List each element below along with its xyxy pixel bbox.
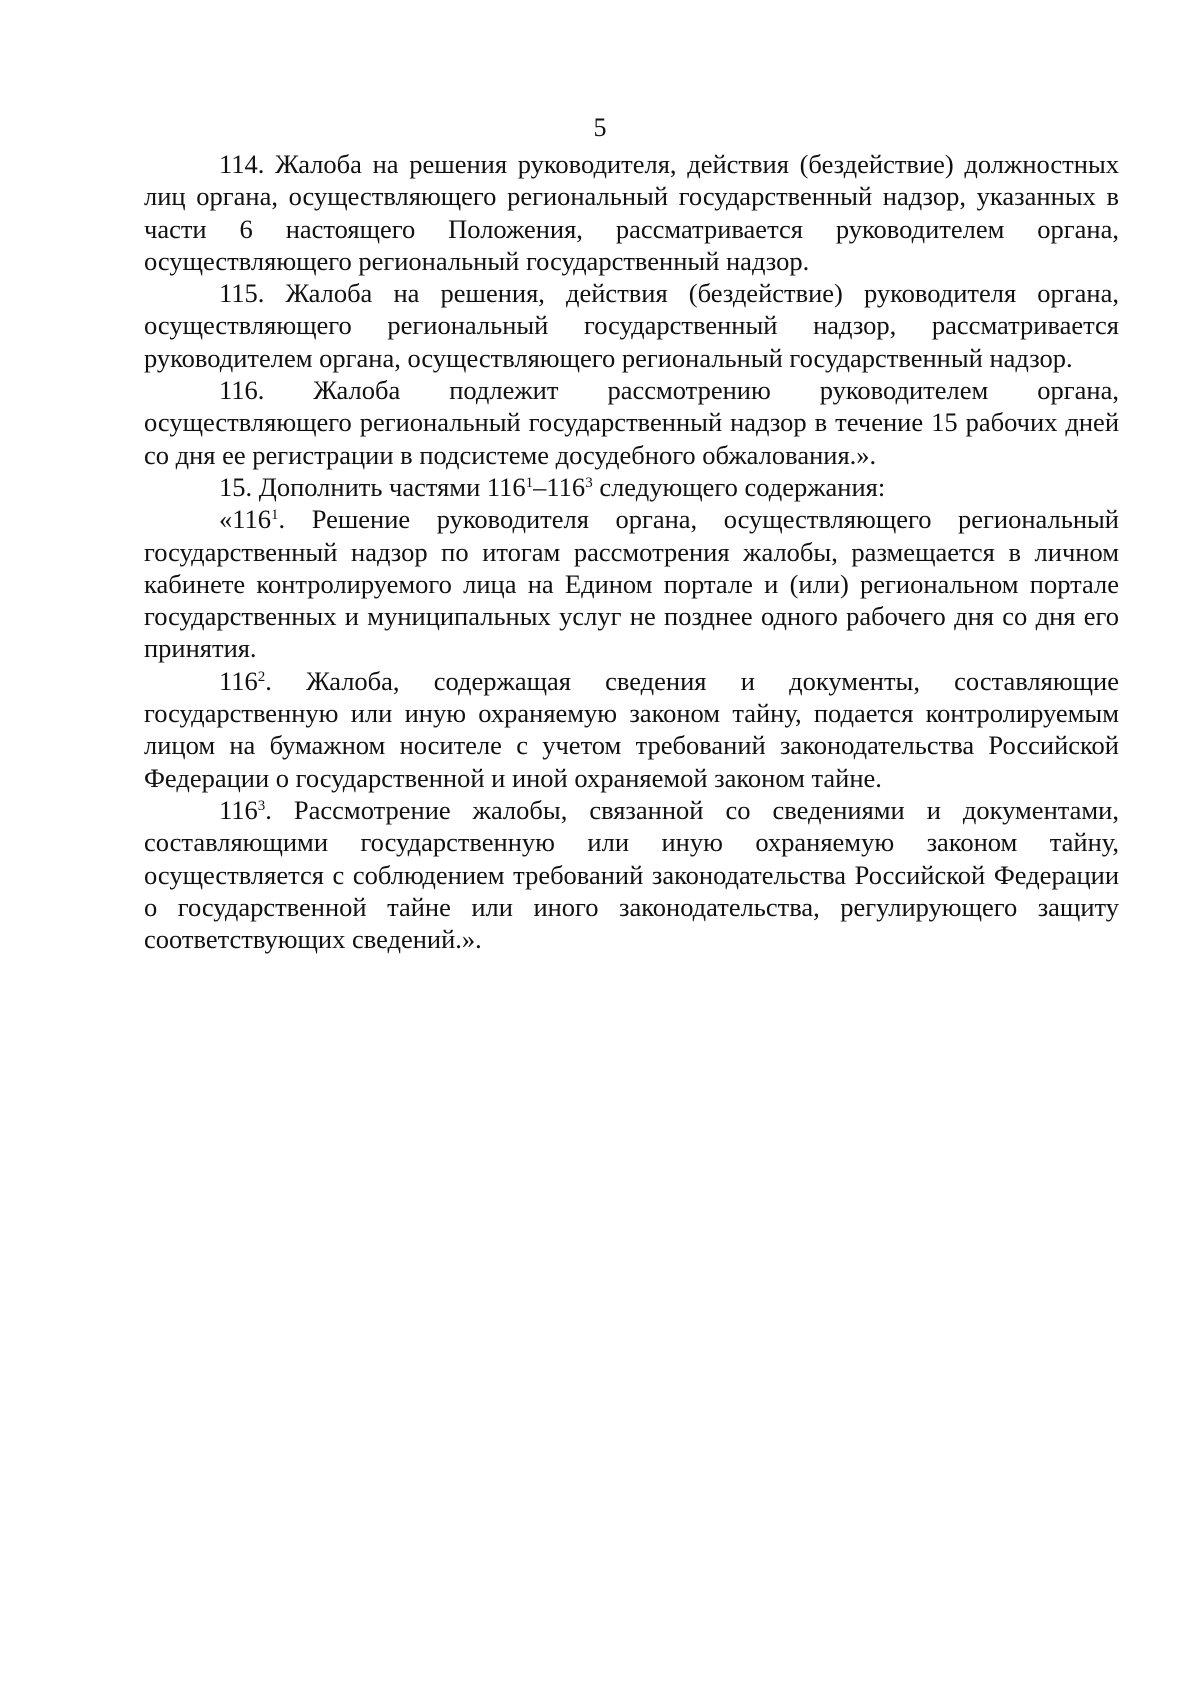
paragraph-115 (144, 277, 1119, 374)
document-body (144, 148, 1119, 955)
paragraph-text: 114. Жалоба на решения руководителя, действия (бездействие) должностных лиц органа, осуществляющего региональный государственный надзор, указанных в части 6 настоящего Положения, рассматривается руководителем органа, осуществляющего региональный государственный надзор. (144, 149, 1119, 276)
page-number: 5 (593, 113, 607, 142)
paragraph-text: 115. Жалоба на решения, действия (бездействие) руководителя органа, осуществляющего региональный государственный надзор, рассматривается руководителем органа, осуществляющего региональный государственный надзор. (144, 278, 1119, 373)
paragraph-text: 15. Дополнить частями 116 (219, 471, 526, 502)
paragraph-text: «116 (219, 504, 272, 535)
paragraph-116-3 (144, 794, 1119, 955)
paragraph-text: . Жалоба, содержащая сведения и документы, составляющие государственную или иную охраняемую законом тайну, подается контролируемым лицом на бумажном носителе с учетом требований законодательства Российской Федерации о государственной и иной охраняемой законом тайне. (144, 665, 1119, 793)
paragraph-text: –116 (533, 471, 586, 502)
paragraph-116-1 (144, 503, 1119, 664)
paragraph-114 (144, 148, 1119, 277)
paragraph-text: 116 (219, 665, 258, 696)
paragraph-text: . Рассмотрение жалобы, связанной со сведениями и документами, составляющими государственную или иную охраняемую законом тайну, осуществляется с соблюдением требований законодательства Российской Федерации о государственной тайне или иного законодательства, регулирующего защиту соответствующих сведений.». (144, 794, 1119, 955)
paragraph-text: 116. Жалоба подлежит рассмотрению руководителем органа, осуществляющего региональный государственный надзор в течение 15 рабочих дней со дня ее регистрации в подсистеме досудебного обжалования.». (144, 375, 1119, 470)
superscript: 3 (257, 797, 266, 814)
paragraph-text: следующего содержания: (592, 471, 886, 502)
superscript: 1 (271, 507, 279, 524)
paragraph-amendment-15 (144, 471, 1119, 503)
superscript: 1 (525, 474, 534, 491)
paragraph-116 (144, 374, 1119, 471)
superscript: 2 (257, 668, 266, 685)
paragraph-text: 116 (219, 794, 258, 825)
paragraph-text: . Решение руководителя органа, осуществляющего региональный государственный надзор по итогам рассмотрения жалобы, размещается в личном кабинете контролируемого лица на Едином портале и (или) региональном портале государственных и муниципальных услуг не позднее одного рабочего дня со дня его принятия. (144, 504, 1119, 664)
superscript: 3 (585, 474, 593, 491)
paragraph-116-2 (144, 665, 1119, 794)
